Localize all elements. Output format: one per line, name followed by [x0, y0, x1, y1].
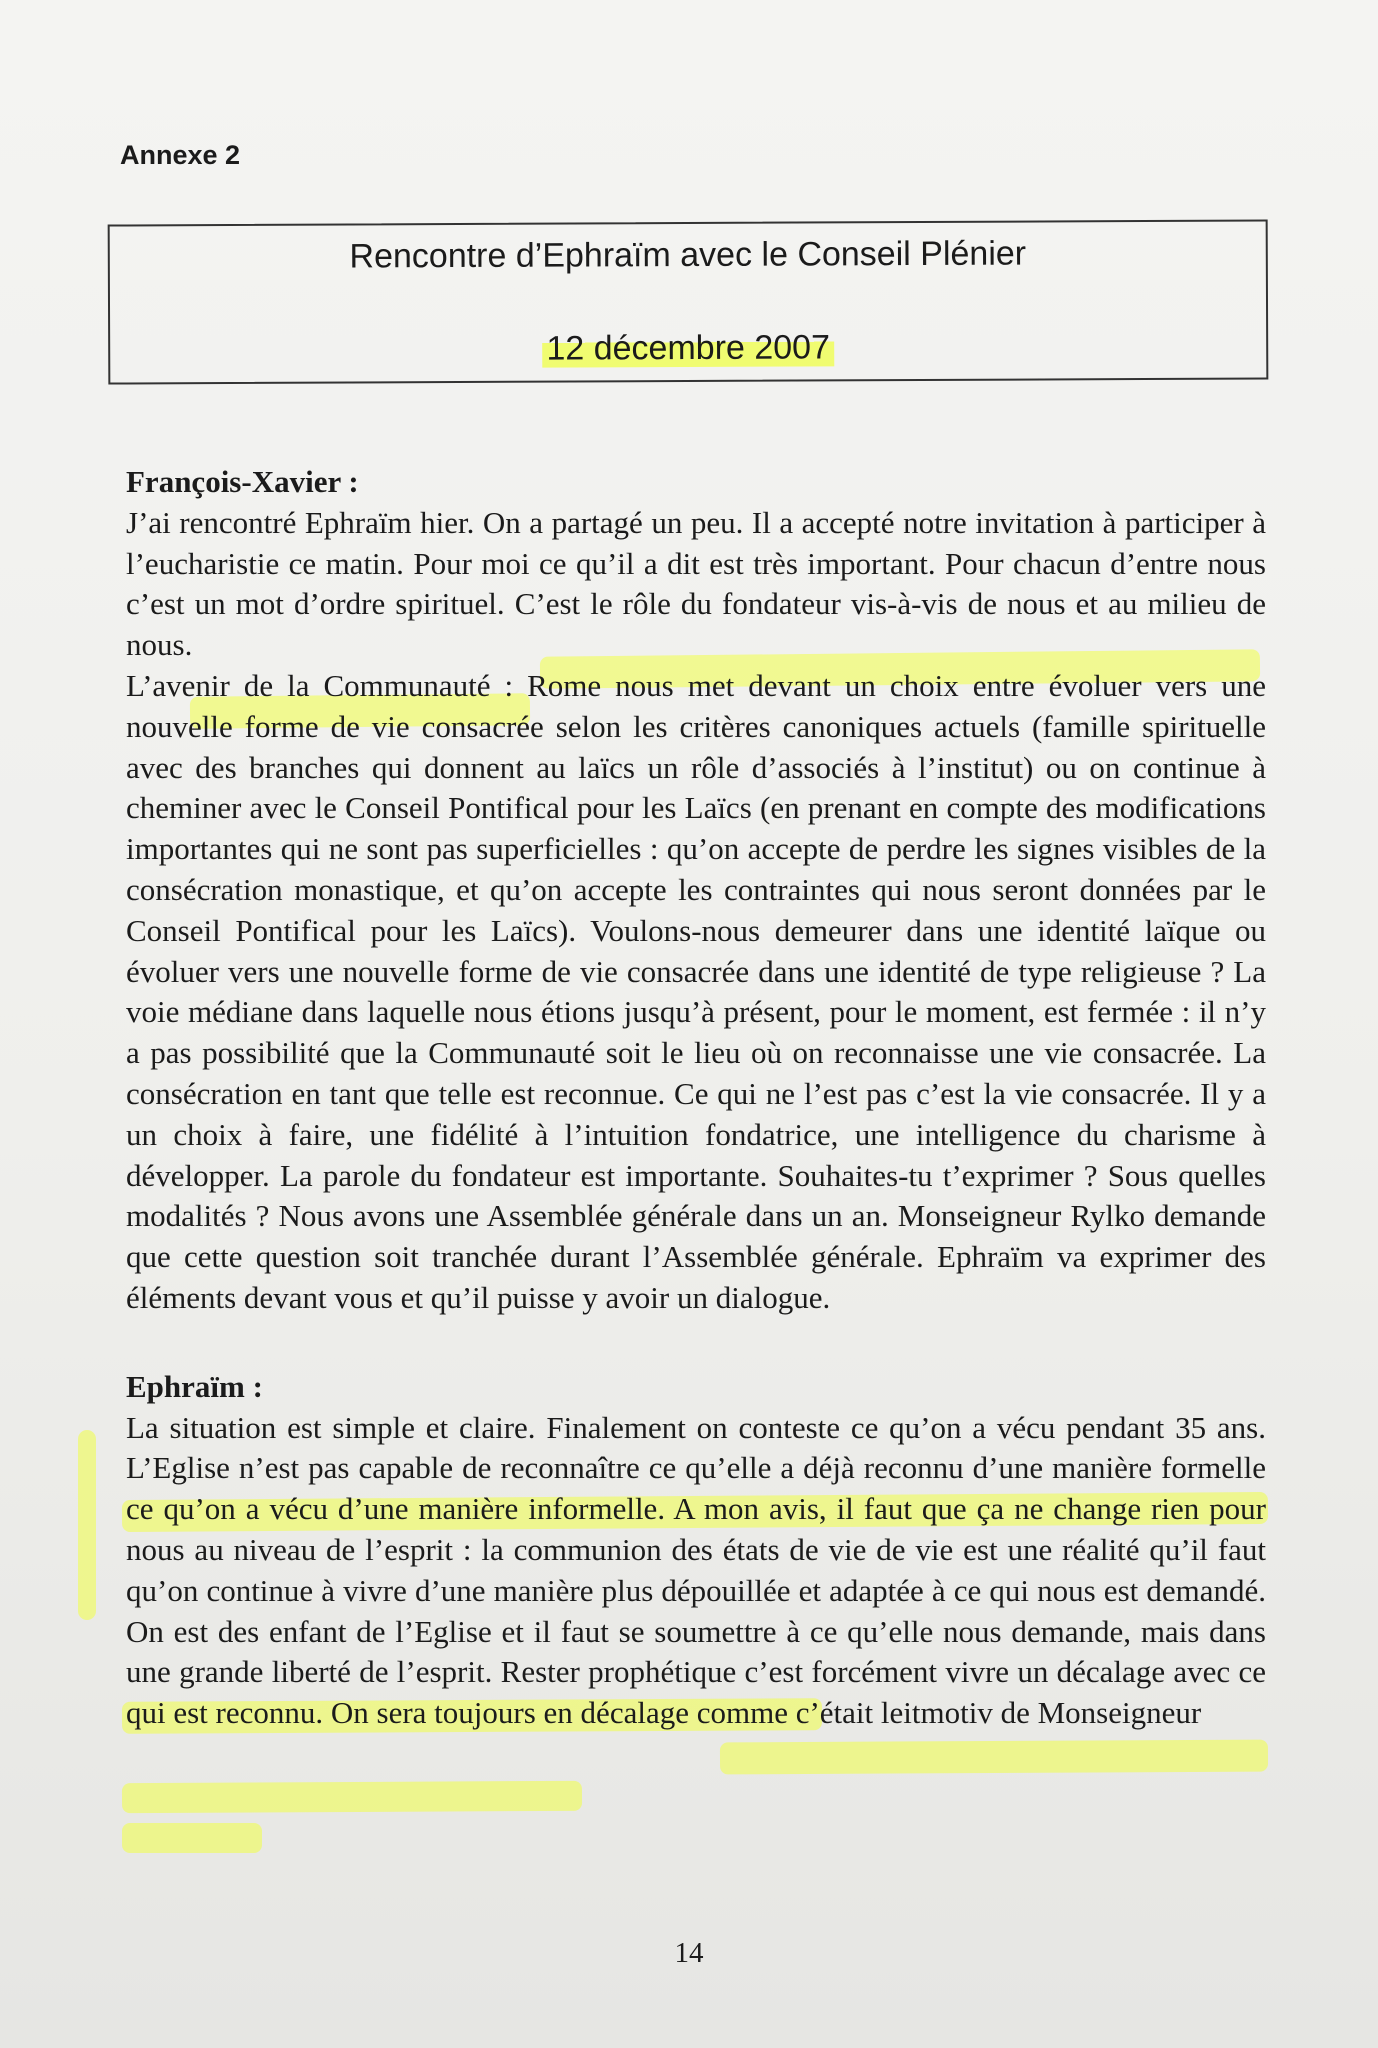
- highlight-margin-mark: [78, 1430, 96, 1620]
- document-title: Rencontre d’Ephraïm avec le Conseil Plénier: [349, 234, 1027, 276]
- body-paragraph: L’avenir de la Communauté : Rome nous met devant un choix entre évoluer vers une nouvelle forme de vie consacrée selon les critères canoniques actuels (famille spirituelle avec des branches qui donnent au laïcs un rôle d’associés à l’institut) ou on continue à cheminer avec le Conseil Pontifical pour les Laïcs (en prenant en compte des modifications importantes qui ne sont pas superficielles : qu’on accepte de perdre les signes visibles de la consécration monastique, et qu’on accepte les contraintes qui nous seront données par le Conseil Pontifical pour les Laïcs). Voulons-nous demeurer dans une identité laïque ou évoluer vers une nouvelle forme de vie consacrée dans une identité de type religieuse ? La voie médiane dans laquelle nous étions jusqu’à présent, pour le moment, est fermée : il n’y a pas possibilité que la Communauté soit le lieu où on reconnaisse une vie consacrée. La consécration en tant que telle est reconnue. Ce qui ne l’est pas c’est la vie consacrée. Il y a un choix à faire, une fidélité à l’intuition fondatrice, une intelligence du charisme à développer. La parole du fondateur est importante. Souhaites-tu t’exprimer ? Sous quelles modalités ? Nous avons une Assemblée générale dans un an. Monseigneur Rylko demande que cette question soit tranchée durant l’Assemblée générale. Ephraïm va exprimer des éléments devant vous et qu’il puisse y avoir un dialogue.: [126, 667, 1266, 1315]
- body-paragraph: La situation est simple et claire. Finalement on conteste ce qu’on a vécu pendant 35 ans. L’Eglise n’est pas capable de reconnaître ce qu’elle a déjà reconnu d’une manière formelle ce qu’on a vécu d’une manière informelle. A mon avis, il faut que ça ne change rien pour nous au niveau de l’esprit : la communion des états de vie de vie est une réalité qu’il faut qu’on continue à vivre d’une manière plus dépouillée et adaptée à ce qui nous est demandé. On est des enfant de l’Eglise et il faut se soumettre à ce qu’elle nous demande, mais dans une grande liberté de l’esprit. Rester prophétique c’est forcément vivre un décalage avec ce qui est reconnu. On sera toujours en décalage comme c’était leitmotiv de Monseigneur: [126, 1409, 1266, 1731]
- highlight-mark: [720, 1740, 1268, 1775]
- body-paragraph: J’ai rencontré Ephraïm hier. On a partagé un peu. Il a accepté notre invitation à participer à l’eucharistie ce matin. Pour moi ce qu’il a dit est très important. Pour chacun d’entre nous c’est un mot d’ordre spirituel. C’est le rôle du fondateur vis-à-vis de nous et au milieu de nous.: [126, 504, 1266, 663]
- annex-label: Annexe 2: [120, 140, 241, 170]
- highlight-mark: [122, 1823, 262, 1853]
- document-date: [110, 326, 1266, 370]
- speaker-heading: François-Xavier :: [126, 464, 359, 499]
- title-box: [108, 219, 1269, 384]
- page-number: 14: [674, 1937, 704, 1969]
- highlight-mark: [122, 1781, 582, 1813]
- document-date-text: 12 décembre 2007: [542, 328, 834, 367]
- speaker-heading: Ephraïm :: [126, 1368, 263, 1404]
- document-body: [126, 462, 1266, 1734]
